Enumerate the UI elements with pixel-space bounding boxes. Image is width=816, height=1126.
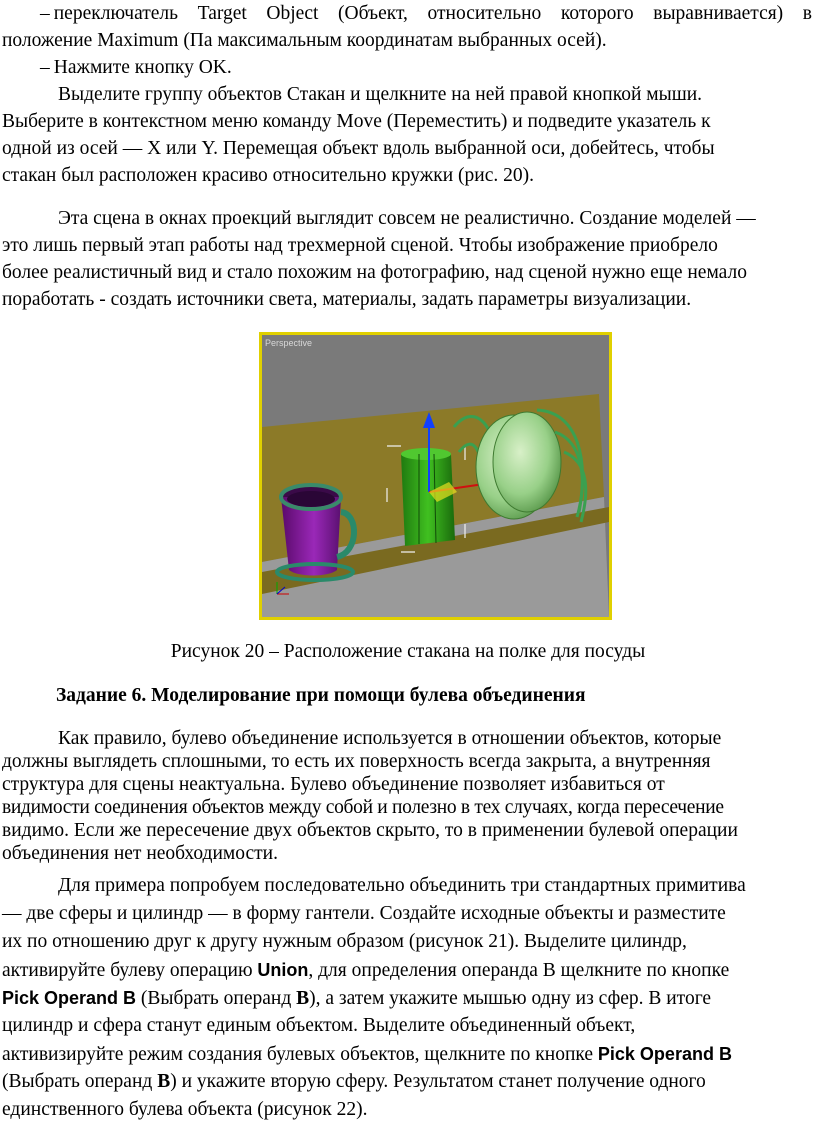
text-span: ) и укажите вторую сферу. Результатом станет получение одного	[170, 1071, 706, 1092]
text-line	[2, 958, 816, 983]
bold-term-pick-operand: Pick Operand B	[597, 1044, 732, 1064]
text-line	[2, 1042, 816, 1067]
text-span: (Выбрать операнд	[2, 1071, 158, 1092]
viewport-label: Perspective	[265, 338, 313, 348]
text-line: Нажмите кнопку OK.	[53, 57, 232, 78]
text-line: видимости соединения объектов между собой и полезно в тех случаях, когда пересечение	[2, 797, 724, 818]
text-line: единственного булева объекта (рисунок 22).	[2, 1099, 368, 1120]
bullet-marker: –	[40, 3, 50, 24]
text-line: Эта сцена в окнах проекций выглядит совсем не реалистично. Создание моделей —	[58, 208, 756, 229]
text-line: переключатель Target Object (Объект, относительно которого выравнивается) в	[53, 3, 812, 24]
text-line: видимо. Если же пересечение двух объектов скрыто, то в применении булевой операции	[2, 820, 738, 841]
text-line: Выберите в контекстном меню команду Move (Переместить) и подведите указатель к	[2, 111, 711, 132]
text-line: структура для сцены неактуальна. Булево объединение позволяет избавиться от	[2, 774, 665, 795]
text-line: Для примера попробуем последовательно объединить три стандартных примитива	[58, 875, 746, 896]
bold-term-b: B	[296, 988, 310, 1009]
text-line: стакан был расположен красиво относительно кружки (рис. 20).	[2, 165, 534, 186]
bullet-line-2	[40, 56, 816, 80]
text-line: более реалистичный вид и стало похожим на фотографию, над сценой нужно еще немало	[2, 262, 747, 283]
figure-3d-viewport	[259, 332, 612, 620]
text-span: , для определения операнда B щелкните по кнопке	[308, 960, 730, 981]
text-line: это лишь первый этап работы над трехмерной сценой. Чтобы изображение приобрело	[2, 235, 718, 256]
text-line: поработать - создать источники света, материалы, задать параметры визуализации.	[2, 289, 692, 310]
text-line	[2, 1070, 816, 1094]
bold-term-union: Union	[257, 960, 309, 980]
viewport-render	[259, 332, 612, 620]
text-span: активируйте булеву операцию	[2, 960, 258, 981]
text-line: должны выглядеть сплошными, то есть их поверхность всегда закрыта, а внутренняя	[2, 751, 711, 772]
text-line: положение Maximum (Па максимальным координатам выбранных осей).	[2, 30, 607, 51]
text-line: Как правило, булево объединение используется в отношении объектов, которые	[58, 728, 722, 749]
figure-caption: Рисунок 20 – Расположение стакана на полке для посуды	[170, 641, 646, 662]
text-line	[2, 986, 816, 1011]
text-line: — две сферы и цилиндр — в форму гантели. Создайте исходные объекты и разместите	[2, 903, 726, 924]
text-line: объединения нет необходимости.	[2, 843, 278, 864]
section-heading: Задание 6. Моделирование при помощи булева объединения	[56, 685, 586, 706]
text-span: (Выбрать операнд	[136, 988, 297, 1009]
bullet-line-1	[40, 2, 812, 26]
bullet-marker: –	[40, 57, 50, 78]
text-line: цилиндр и сфера станут единым объектом. Выделите объединенный объект,	[2, 1015, 636, 1036]
text-span: ), а затем укажите мышью одну из сфер. В итоге	[309, 988, 712, 1009]
bold-term-b: B	[157, 1071, 171, 1092]
text-line: Выделите группу объектов Стакан и щелкните на ней правой кнопкой мыши.	[58, 84, 703, 105]
bold-term-pick-operand: Pick Operand B	[2, 988, 137, 1008]
text-line: их по отношению друг к другу нужным образом (рисунок 21). Выделите цилиндр,	[2, 931, 687, 952]
text-span: активизируйте режим создания булевых объектов, щелкните по кнопке	[2, 1044, 598, 1065]
text-line: одной из осей — X или Y. Перемещая объект вдоль выбранной оси, добейтесь, чтобы	[2, 138, 715, 159]
